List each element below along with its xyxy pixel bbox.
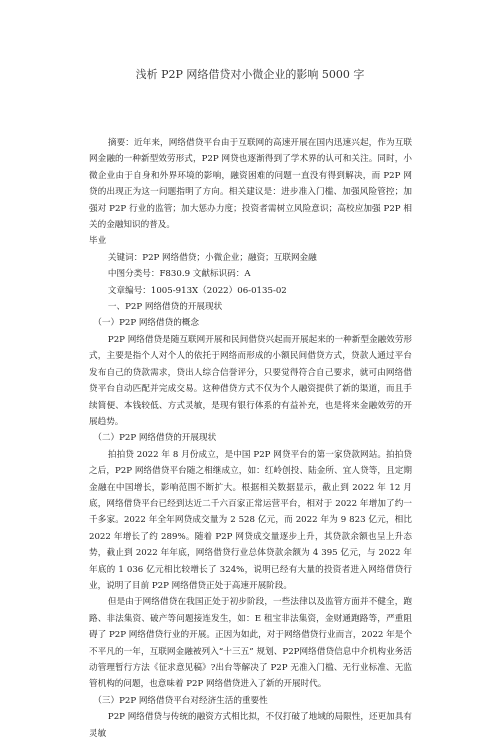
classification-line: 中图分类号：F830.9 文献标识码：A <box>107 269 251 280</box>
subsection-heading-3: （三）P2P 网络借贷平台对经济生活的重要性 <box>93 695 268 706</box>
section-heading-1: 一、P2P 网络借贷的开展现状 <box>107 302 223 313</box>
abstract-paragraph: 摘要：近年来，网络借贷平台由于互联网的高速开展在国内迅速兴起，作为互联网金融的一种新型效劳形式，P2P 网贷也逐渐得到了学术界的认可和关注。同时，小微企业由于自身和外界环境的影响，融资困难的问题一直没有得到解决，而 P2P 网贷的出现正为这一问题指明了方向。相关建议是：进步准入门槛、加强风险管控；加强对 P2P 行业的监管；加大惩办力度；投资者需树立风险意识；高校应加强 P2P 相关的金融知识的普及。 <box>89 138 412 231</box>
body-paragraph-2: 拍拍贷 2022 年 8 月份成立，是中国 P2P 网贷平台的第一家贷款网站。拍拍贷之后，P2P 网络借贷平台随之相继成立，如：红岭创投、陆金所、宜人贷等，且定期金融在中国增长，影响范围不断扩大。根据相关数据显示，截止到 2022 年 12 月底，网络借贷平台已经到达近二千六百家正常运营平台，相对于 2022 年增加了约一千多家。2022 年全年网贷成交量为 2 528 亿元，而 2022 年为 9 823 亿元，相比 2022 年增长了约 289%。随着 P2P 网贷成交量逐步上升，其贷款余额也呈上升态势，截止到 2022 年年底，网络借贷行业总体贷款余额为 4 395 亿元，与 2022 年年底的 1 036 亿元相比较增长了 324%，说明已经有大量的投资者进入网络借贷行业，说明了目前 P2P 网络借贷正处于高速开展阶段。 <box>89 449 412 591</box>
article-number-line: 文章编号：1005-913X（2022）06-0135-02 <box>107 285 287 296</box>
document-body <box>89 135 412 742</box>
body-paragraph-1: P2P 网络借贷是随互联网开展和民间借贷兴起而开展起来的一种新型金融效劳形式，主要是指个人对个人的依托于网络而形成的小额民间借贷方式，贷款人通过平台发布自己的贷款需求，贷出人综合信誉评分，只要觉得符合自己要求，就可由网络借贷平台自动匹配并完成交易。这种借贷方式不仅为个人融资提供了新的渠道，而且手续简便、本钱较低、方式灵敏，是现有银行体系的有益补充，也是将来金融效劳的开展趋势。 <box>89 334 412 427</box>
body-paragraph-4: P2P 网络借贷与传统的融资方式相比拟，不仅打破了地域的局限性，还更加具有灵敏 <box>89 712 412 739</box>
abstract-tail: 毕业 <box>89 236 107 247</box>
document-title: 浅析 P2P 网络借贷对小微企业的影响 5000 字 <box>135 68 365 81</box>
subsection-heading-1: （一）P2P 网络借贷的概念 <box>93 318 199 329</box>
body-paragraph-3: 但是由于网络借贷在我国正处于初步阶段，一些法律以及监管方面并不健全，跑路、非法集资、破产等问题接连发生，如：E 租宝非法集资，金财通跑路等，严重阻碍了 P2P 网络借贷行业的开展。正因为如此，对于网络借贷行业而言，2022 年是个不平凡的一年，互联网金融被列入“十三五” 规划、P2P网络借贷信息中介机构业务活动管理暂行方法《征求意见稿》?出台等解决了 P2P 无准入门槛、无行业标准、无监管机构的问题，也意味着 P2P 网络借贷进入了新的开展时代。 <box>89 597 412 690</box>
keywords-line: 关键词：P2P 网络借贷；小微企业；融资；互联网金融 <box>107 252 317 263</box>
subsection-heading-2: （二）P2P 网络借贷的开展现状 <box>93 433 217 444</box>
